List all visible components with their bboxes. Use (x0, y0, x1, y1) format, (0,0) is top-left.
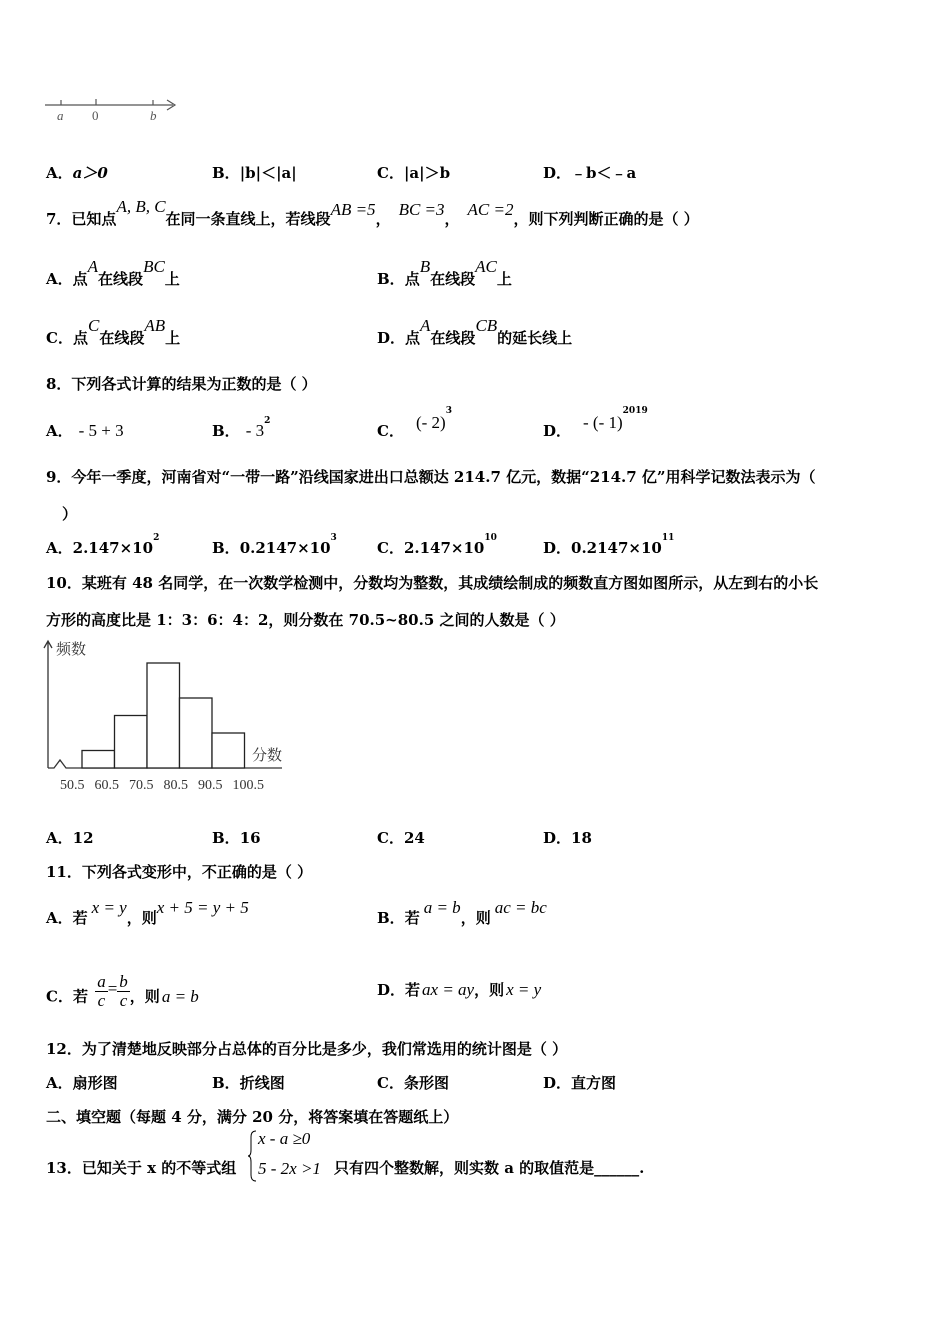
frequency-histogram (40, 636, 300, 796)
histogram-bar-80.5-90.5 (180, 698, 213, 768)
q7-option-c: C．点C在线段AB上 (46, 316, 181, 347)
inequality-line-1: x - a ≥0 (258, 1129, 311, 1148)
fraction-a-over-c: $\frac{a}{c}$ (97, 972, 106, 1010)
q13-prefix: 13．已知关于 x 的不等式组 (46, 1159, 237, 1177)
q11-option-c: C．若 $\frac{a}{c}$ = $\frac{b}{c}$ ，则 a = b (46, 972, 199, 1010)
number-line-label-b: b (150, 108, 157, 123)
x-tick-label-90.5: 90.5 (198, 778, 223, 793)
q12-option-b: B．折线图 (212, 1074, 285, 1092)
x-axis-label: 分数 (252, 747, 283, 764)
left-brace-icon (248, 1130, 258, 1182)
number-line (40, 92, 185, 126)
q7-option-a: A．点A在线段BC上 (46, 257, 180, 288)
section-title-fill-in: 二、填空题（每题 4 分，满分 20 分，将答案填在答题纸上） (46, 1108, 459, 1126)
q11-option-b: B．若a = b，则ac = bc (377, 898, 547, 927)
q11-stem: 11．下列各式变形中，不正确的是（ ） (46, 863, 313, 881)
q10-stem-line1: 10．某班有 48 名同学，在一次数学检测中，分数均为整数，其成绩绘制成的频数直方图如图所示，从左到右的小长 (46, 574, 819, 592)
q9-option-b: B．$0.2147\times 10^3$ (212, 533, 337, 557)
q7-option-d: D．点A在线段CB的延长线上 (377, 316, 573, 347)
inequality-system (248, 1128, 334, 1184)
q12-option-a: A．扇形图 (46, 1074, 118, 1092)
q8-stem: 8．下列各式计算的结果为正数的是（ ） (46, 375, 317, 393)
q9-option-c: C．$2.147\times 10^{10}$ (377, 533, 497, 557)
q12-stem: 12．为了清楚地反映部分占总体的百分比是多少，我们常选用的统计图是（ ） (46, 1040, 568, 1058)
x-tick-label-70.5: 70.5 (129, 778, 154, 793)
q13-suffix: 只有四个整数解，则实数 a 的取值范是______. (334, 1159, 645, 1177)
q8-option-b: B． - $3^2$ (212, 416, 271, 440)
x-tick-label-60.5: 60.5 (94, 778, 119, 793)
x-tick-label-50.5: 50.5 (60, 778, 85, 793)
q12-option-c: C．条形图 (377, 1074, 449, 1092)
histogram-bar-90.5-100.5 (212, 733, 245, 768)
q6-option-c: C．|a|＞b (377, 164, 451, 182)
q8-option-a: A． - 5 + 3 (46, 421, 124, 440)
inequality-line-2: 5 - 2x >1 (258, 1159, 321, 1178)
q6-option-b: B．|b|＜|a| (212, 164, 297, 182)
q8-option-c: C． (- 2)$^3$ (377, 406, 452, 440)
q6-option-d: D．﹣b＜﹣a (543, 164, 637, 182)
number-line-label-a: a (57, 108, 64, 123)
number-line-label-0: 0 (92, 108, 99, 123)
q11-option-a: A．若x = y，则x + 5 = y + 5 (46, 898, 249, 927)
q10-option-a: A．12 (46, 829, 94, 847)
x-tick-label-80.5: 80.5 (163, 778, 188, 793)
q7-stem: 7．已知点A, B, C在同一条直线上，若线段AB =5， BC =3， AC =2，则下列判断正确的是（ ） (46, 197, 699, 228)
q10-option-c: C．24 (377, 829, 425, 847)
q11-option-d: D．若 ax = ay，则 x = y (377, 980, 542, 999)
q8-option-d: D． - (- 1)$^{2019}$ (543, 406, 648, 440)
histogram-bar-70.5-80.5 (147, 663, 180, 768)
q10-option-d: D．18 (543, 829, 592, 847)
q6-option-a: A．a＞0 (46, 164, 108, 182)
histogram-bar-60.5-70.5 (115, 716, 148, 769)
q9-option-d: D．$0.2147\times 10^{11}$ (543, 533, 675, 557)
q9-stem-line2: ） (62, 505, 78, 523)
fraction-b-over-c: $\frac{b}{c}$ (119, 972, 128, 1010)
q7-option-b: B．点B在线段AC上 (377, 257, 512, 288)
q10-stem-line2: 方形的高度比是 1：3：6：4：2，则分数在 70.5~80.5 之间的人数是（ ） (46, 611, 565, 629)
x-tick-label-100.5: 100.5 (232, 778, 264, 793)
q12-option-d: D．直方图 (543, 1074, 617, 1092)
y-axis-label: 频数 (56, 641, 87, 658)
histogram-bar-50.5-60.5 (82, 751, 115, 769)
q9-stem-line1: 9．今年一季度，河南省对“一带一路”沿线国家进出口总额达 214.7 亿元，数据“214.7 亿”用科学记数法表示为（ (46, 468, 816, 486)
q10-option-b: B．16 (212, 829, 261, 847)
q9-option-a: A．$2.147\times 10^2$ (46, 533, 160, 557)
